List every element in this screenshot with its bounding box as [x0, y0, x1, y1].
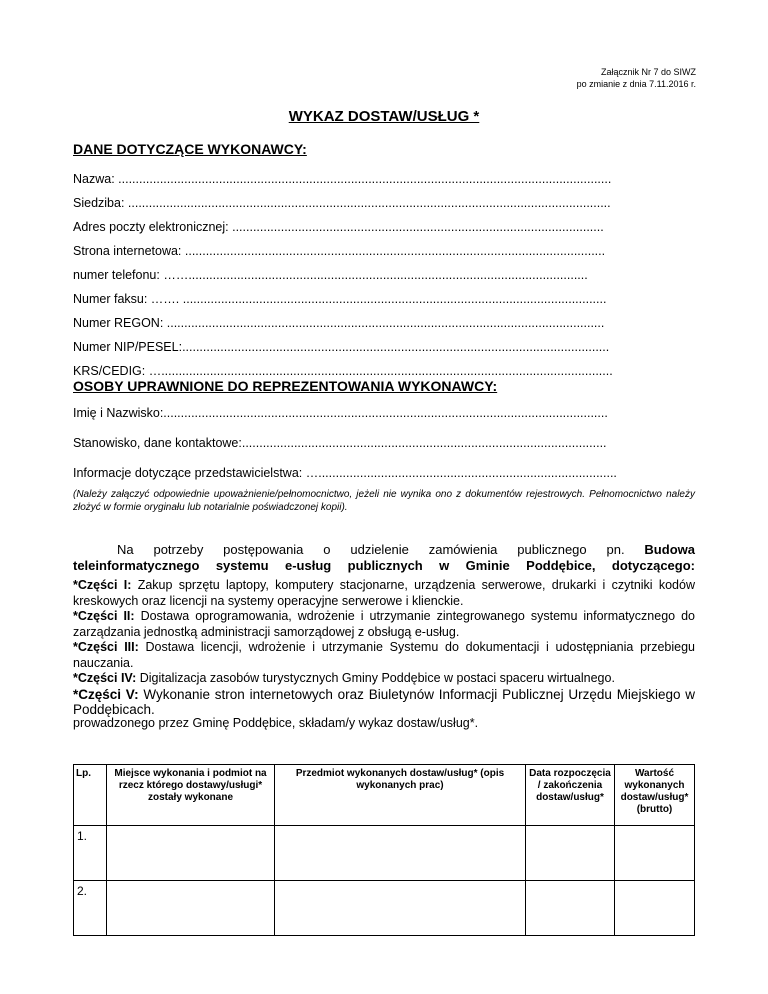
part-2-text: Dostawa oprogramowania, wdrożenie i utrzymanie zintegrowanego systemu informatycznego do zarządzania jednostką administracji samorządowej z obsługą e-usług. — [73, 609, 695, 639]
part-1-label: *Części I: — [73, 578, 132, 592]
table-row — [74, 881, 695, 936]
table-row — [74, 826, 695, 881]
row-1-date-cell[interactable] — [526, 826, 615, 881]
document-title-text: WYKAZ DOSTAW/USŁUG * — [288, 108, 480, 125]
part-4-label: *Części IV: — [73, 671, 137, 685]
parts-list — [73, 578, 695, 718]
part-3-label: *Części III: — [73, 640, 139, 654]
field-regon[interactable]: Numer REGON: .............................................................................................................................. — [73, 316, 605, 330]
annex-line-1: Załącznik Nr 7 do SIWZ — [600, 67, 696, 77]
field-krs-cedig[interactable]: KRS/CEDIG: ….................................................................................................................................. — [73, 364, 613, 378]
part-5 — [73, 687, 695, 718]
representatives-section-heading: OSOBY UPRAWNIONE DO REPREZENTOWANIA WYKONAWCY: — [73, 378, 498, 394]
row-2-value-cell[interactable] — [615, 881, 695, 936]
header-value: Wartość wykonanych dostaw/usług* (brutto) — [615, 765, 695, 826]
field-position-contact[interactable]: Stanowisko, dane kontaktowe:......................................................................................................... — [73, 436, 607, 450]
document-title — [0, 108, 768, 125]
row-2-place-cell[interactable] — [107, 881, 275, 936]
annex-line-2: po zmianie z dnia 7.11.2016 r. — [576, 79, 696, 89]
part-5-text: Wykonanie stron internetowych oraz Biuletynów Informacji Publicznej Urzędu Miejskiego w Poddębicach. — [73, 686, 695, 717]
field-seat[interactable]: Siedziba: ........................................................................................................................................... — [73, 196, 611, 210]
closing-statement: prowadzonego przez Gminę Poddębice, składam/y wykaz dostaw/usług*. — [73, 716, 479, 730]
field-full-name[interactable]: Imię i Nazwisko:................................................................................................................................ — [73, 406, 608, 420]
intro-text: Na potrzeby postępowania o udzielenie zamówienia publicznego pn. — [117, 542, 625, 557]
part-5-label: *Części V: — [73, 686, 139, 702]
row-1-lp: 1. — [74, 826, 107, 881]
row-1-place-cell[interactable] — [107, 826, 275, 881]
row-2-date-cell[interactable] — [526, 881, 615, 936]
part-3-text: Dostawa licencji, wdrożenie i utrzymanie Systemu do dokumentacji i udostępniania przebiegu nauczania. — [73, 640, 695, 670]
field-phone[interactable]: numer telefonu: ……................................................................................................................... — [73, 268, 588, 282]
row-2-lp: 2. — [74, 881, 107, 936]
row-1-subject-cell[interactable] — [275, 826, 526, 881]
header-lp: Lp. — [74, 765, 107, 826]
part-3 — [73, 640, 695, 671]
annex-note — [577, 66, 696, 90]
part-4-text: Digitalizacja zasobów turystycznych Gminy Poddębice w postaci spaceru wirtualnego. — [136, 671, 615, 685]
row-1-value-cell[interactable] — [615, 826, 695, 881]
header-date: Data rozpoczęcia / zakończenia dostaw/usług* — [526, 765, 615, 826]
part-2-label: *Części II: — [73, 609, 135, 623]
field-name[interactable]: Nazwa: .............................................................................................................................................. — [73, 172, 612, 186]
field-email[interactable]: Adres poczty elektronicznej: ........................................................................................................... — [73, 220, 604, 234]
project-name: Budowa teleinformatycznego systemu e-usług publicznych w Gminie Poddębice, dotyczącego: — [73, 542, 695, 573]
part-1 — [73, 578, 695, 609]
header-place: Miejsce wykonania i podmiot na rzecz którego dostawy/usługi* zostały wykonane — [107, 765, 275, 826]
field-website[interactable]: Strona internetowa: ......................................................................................................................... — [73, 244, 606, 258]
row-2-subject-cell[interactable] — [275, 881, 526, 936]
intro-paragraph — [73, 542, 695, 574]
part-2 — [73, 609, 695, 640]
header-subject: Przedmiot wykonanych dostaw/usług* (opis wykonanych prac) — [275, 765, 526, 826]
part-4 — [73, 671, 695, 687]
part-1-text: Zakup sprzętu laptopy, komputery stacjonarne, urządzenia serwerowe, drukarki i czytniki kodów kreskowych oraz licencji na systemy operacyjne serwerowe i klienckie. — [73, 578, 695, 608]
field-nip-pesel[interactable]: Numer NIP/PESEL:........................................................................................................................... — [73, 340, 610, 354]
field-fax[interactable]: Numer faksu: ……. .......................................................................................................................... — [73, 292, 607, 306]
field-representation-info[interactable]: Informacje dotyczące przedstawicielstwa: …...................................................................................... — [73, 466, 617, 480]
power-of-attorney-note: (Należy załączyć odpowiednie upoważnienie/pełnomocnictwo, jeżeli nie wynika ono z dokumentów rejestrowych. Pełnomocnictwo należy złożyć w formie oryginału lub notarialnie poświadczonej kopii). — [73, 489, 695, 513]
deliveries-table — [73, 764, 695, 936]
table-header-row — [74, 765, 695, 826]
contractor-section-heading: DANE DOTYCZĄCE WYKONAWCY: — [73, 141, 307, 157]
